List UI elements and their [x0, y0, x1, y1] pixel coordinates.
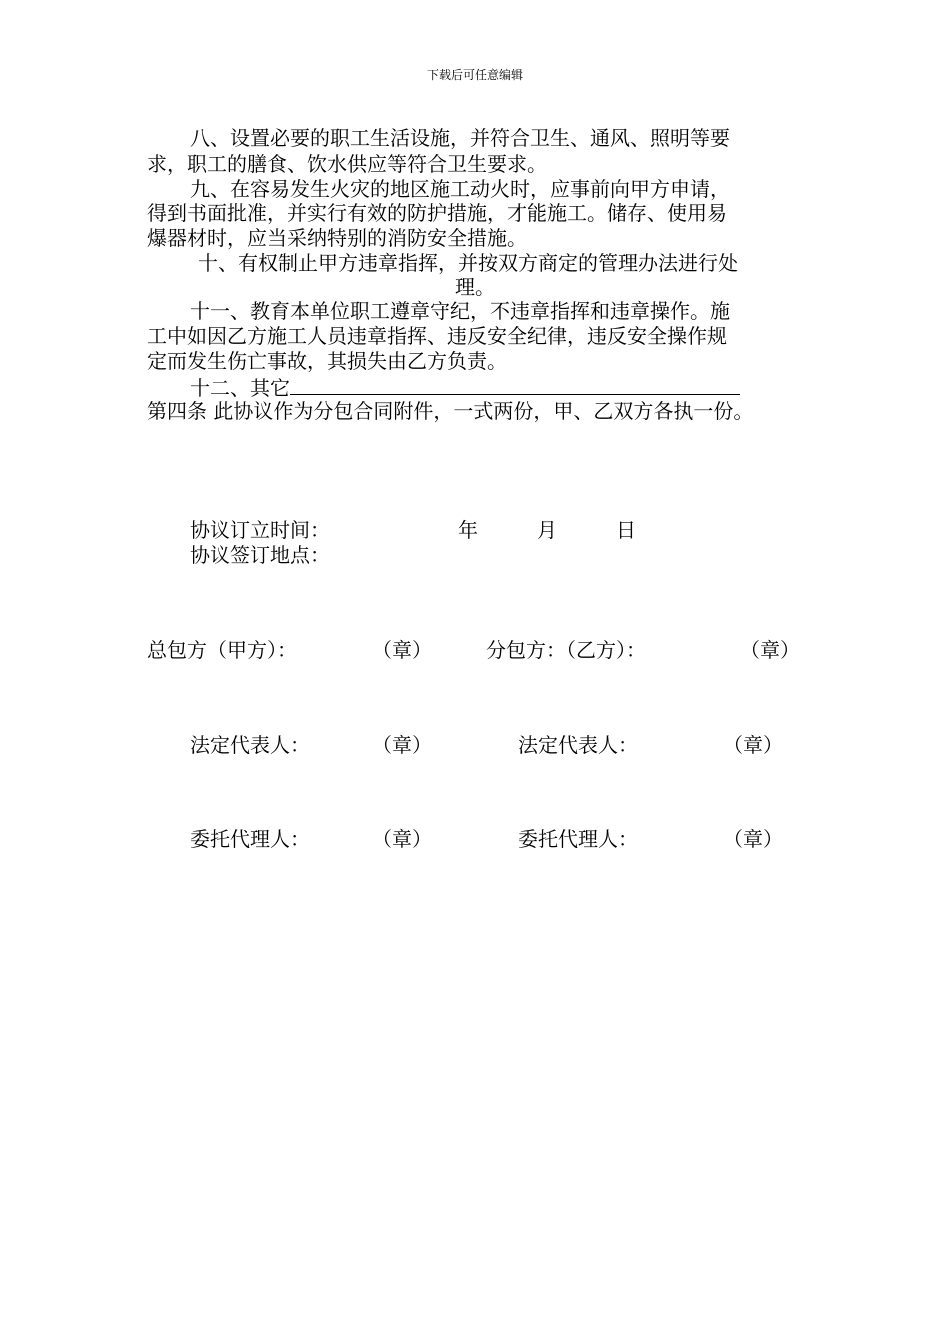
party-a-agent-seal: （章）	[372, 827, 432, 851]
party-b-agent-seal: （章）	[723, 827, 783, 851]
article-4: 第四条 此协议作为分包合同附件，一式两份，甲、乙双方各执一份。	[147, 399, 754, 423]
clause-10-line-1: 十、有权制止甲方违章指挥，并按双方商定的管理办法进行处	[198, 251, 738, 275]
party-b-legal-rep-label: 法定代表人：	[518, 733, 638, 757]
clause-10-line-2: 理。	[455, 275, 495, 299]
clause-9-line-2: 得到书面批准，并实行有效的防护措施，才能施工。储存、使用易	[147, 201, 727, 225]
clause-8-line-1: 八、设置必要的职工生活设施，并符合卫生、通风、照明等要	[190, 126, 730, 150]
party-a-seal: （章）	[372, 638, 432, 662]
clause-12	[190, 374, 740, 400]
clause-11-line-1: 十一、教育本单位职工遵章守纪，不违章指挥和违章操作。施	[190, 299, 730, 323]
other-terms-blank-line	[290, 374, 740, 395]
party-a-legal-rep-label: 法定代表人：	[190, 733, 310, 757]
clause-9-line-1: 九、在容易发生火灾的地区施工动火时，应事前向甲方申请，	[190, 177, 730, 201]
signing-time-label: 协议订立时间：	[190, 518, 330, 542]
signing-year: 年	[458, 518, 478, 542]
clause-11-line-2: 工中如因乙方施工人员违章指挥、违反安全纪律，违反安全操作规	[147, 324, 727, 348]
party-a-label: 总包方（甲方）：	[147, 638, 297, 662]
party-b-agent-label: 委托代理人：	[518, 827, 638, 851]
clause-12-label: 十二、其它	[190, 376, 290, 400]
party-b-label: 分包方：（乙方）：	[486, 638, 646, 662]
party-b-legal-rep-seal: （章）	[723, 733, 783, 757]
clause-11-line-3: 定而发生伤亡事故，其损失由乙方负责。	[147, 349, 507, 373]
signing-place-label: 协议签订地点：	[190, 543, 330, 567]
signing-day: 日	[616, 518, 636, 542]
party-a-agent-label: 委托代理人：	[190, 827, 310, 851]
page-header: 下载后可任意编辑	[426, 68, 523, 82]
party-b-seal: （章）	[740, 638, 800, 662]
clause-8-line-2: 求，职工的膳食、饮水供应等符合卫生要求。	[147, 152, 547, 176]
party-a-legal-rep-seal: （章）	[372, 733, 432, 757]
signing-month: 月	[537, 518, 557, 542]
clause-9-line-3: 爆器材时，应当采纳特别的消防安全措施。	[147, 226, 527, 250]
